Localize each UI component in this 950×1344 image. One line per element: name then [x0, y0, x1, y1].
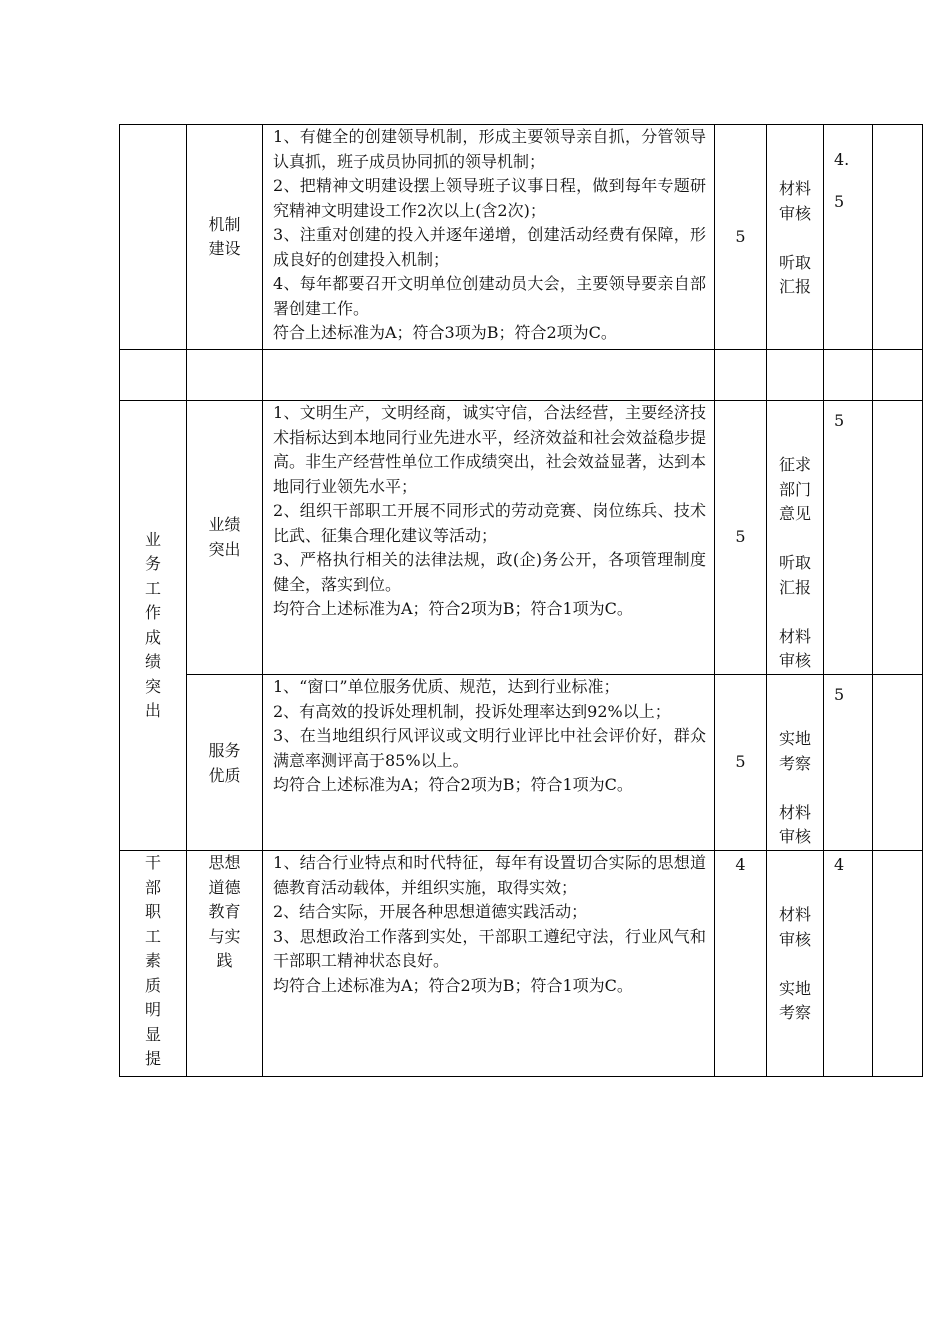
remark-cell — [873, 401, 923, 675]
method-cell — [767, 851, 824, 1077]
score-cell — [824, 675, 873, 851]
empty-cell — [715, 350, 767, 401]
criterion: 3、注重对创建的投入并逐年递增，创建活动经费有保障，形成良好的创建投入机制； — [273, 225, 706, 269]
empty-cell — [187, 350, 263, 401]
category-cell — [120, 851, 187, 1077]
method-label: 听取汇报 — [778, 553, 811, 597]
category-label: 业务工作成绩突出 — [145, 529, 162, 720]
item-cell — [187, 125, 263, 350]
criteria-cell — [263, 401, 715, 675]
empty-cell — [824, 350, 873, 401]
remark-cell — [873, 851, 923, 1077]
table-row — [120, 675, 923, 851]
criterion: 4、每年都要召开文明单位创建动员大会，主要领导要亲自部署创建工作。 — [273, 274, 706, 318]
grading-rule: 均符合上述标准为A；符合2项为B；符合1项为C。 — [273, 599, 633, 618]
score-value: 4 — [834, 855, 845, 874]
criteria-cell — [263, 125, 715, 350]
criteria-cell — [263, 851, 715, 1077]
method-label: 听取汇报 — [778, 252, 811, 296]
remark-cell — [873, 675, 923, 851]
method-cell — [767, 125, 824, 350]
points-cell — [715, 125, 767, 350]
points-cell — [715, 675, 767, 851]
grading-rule: 符合上述标准为A；符合3项为B；符合2项为C。 — [273, 323, 617, 342]
points-value: 5 — [735, 752, 746, 772]
item-label: 业绩突出 — [208, 515, 241, 559]
category-label: 干部职工素质明显提 — [145, 853, 162, 1068]
method-label: 实地考察 — [778, 729, 811, 773]
item-label: 服务优质 — [208, 741, 241, 785]
method-label: 材料审核 — [778, 179, 811, 223]
score-cell — [824, 851, 873, 1077]
method-label: 材料审核 — [778, 802, 811, 846]
method-label: 实地考察 — [778, 978, 811, 1022]
points-value: 5 — [735, 527, 746, 547]
criterion: 3、在当地组织行风评议或文明行业评比中社会评价好，群众满意率测评高于85%以上。 — [273, 726, 706, 770]
method-cell — [767, 401, 824, 675]
criterion: 1、“窗口”单位服务优质、规范，达到行业标准； — [273, 677, 620, 696]
criterion: 2、组织干部职工开展不同形式的劳动竞赛、岗位练兵、技术比武、征集合理化建议等活动； — [273, 501, 706, 545]
criterion: 1、有健全的创建领导机制，形成主要领导亲自抓，分管领导认真抓，班子成员协同抓的领导机制； — [273, 127, 706, 171]
method-label: 材料审核 — [778, 626, 811, 670]
method-label: 材料审核 — [778, 905, 811, 949]
score-cell — [824, 401, 873, 675]
criterion: 1、文明生产，文明经商，诚实守信，合法经营，主要经济技术指标达到本地同行业先进水平，经济效益和社会效益稳步提高。非生产经营性单位工作成绩突出，社会效益显著，达到本地同行业领先水平； — [273, 403, 706, 496]
item-label: 思想道德教育与实践 — [208, 853, 241, 970]
score-cell — [824, 125, 873, 350]
remark-cell — [873, 125, 923, 350]
empty-cell — [767, 350, 824, 401]
table-row — [120, 125, 923, 350]
points-cell — [715, 401, 767, 675]
points-cell — [715, 851, 767, 1077]
category-cell — [120, 401, 187, 851]
grading-rule: 均符合上述标准为A；符合2项为B；符合1项为C。 — [273, 975, 633, 995]
empty-cell — [873, 350, 923, 401]
criterion: 1、结合行业特点和时代特征，每年有设置切合实际的思想道德教育活动载体，并组织实施，取得实效； — [273, 853, 706, 897]
criterion: 2、有高效的投诉处理机制，投诉处理率达到92%以上； — [273, 701, 671, 721]
table-row — [120, 851, 923, 1077]
criteria-cell — [263, 675, 715, 851]
grading-rule: 均符合上述标准为A；符合2项为B；符合1项为C。 — [273, 775, 633, 794]
criterion: 3、严格执行相关的法律法规，政(企)务公开，各项管理制度健全，落实到位。 — [273, 550, 706, 594]
score-value: 5 — [834, 411, 845, 430]
item-cell — [187, 675, 263, 851]
method-cell — [767, 675, 824, 851]
score-value: 4.5 — [834, 150, 850, 211]
item-label: 机制建设 — [208, 214, 241, 258]
item-cell — [187, 851, 263, 1077]
evaluation-table — [119, 124, 923, 1077]
table-row — [120, 401, 923, 675]
points-value: 4 — [735, 855, 746, 874]
criterion: 2、结合实际，开展各种思想道德实践活动； — [273, 902, 588, 921]
criterion: 3、思想政治工作落到实处，干部职工遵纪守法，行业风气和干部职工精神状态良好。 — [273, 926, 706, 970]
method-label: 征求部门意见 — [778, 455, 811, 523]
table-row — [120, 350, 923, 401]
empty-cell — [120, 350, 187, 401]
item-cell — [187, 401, 263, 675]
points-value: 5 — [735, 226, 746, 246]
score-value: 5 — [834, 685, 845, 704]
empty-cell — [263, 350, 715, 401]
criterion: 2、把精神文明建设摆上领导班子议事日程，做到每年专题研究精神文明建设工作2次以上(含2次)； — [273, 176, 706, 220]
category-cell — [120, 125, 187, 350]
